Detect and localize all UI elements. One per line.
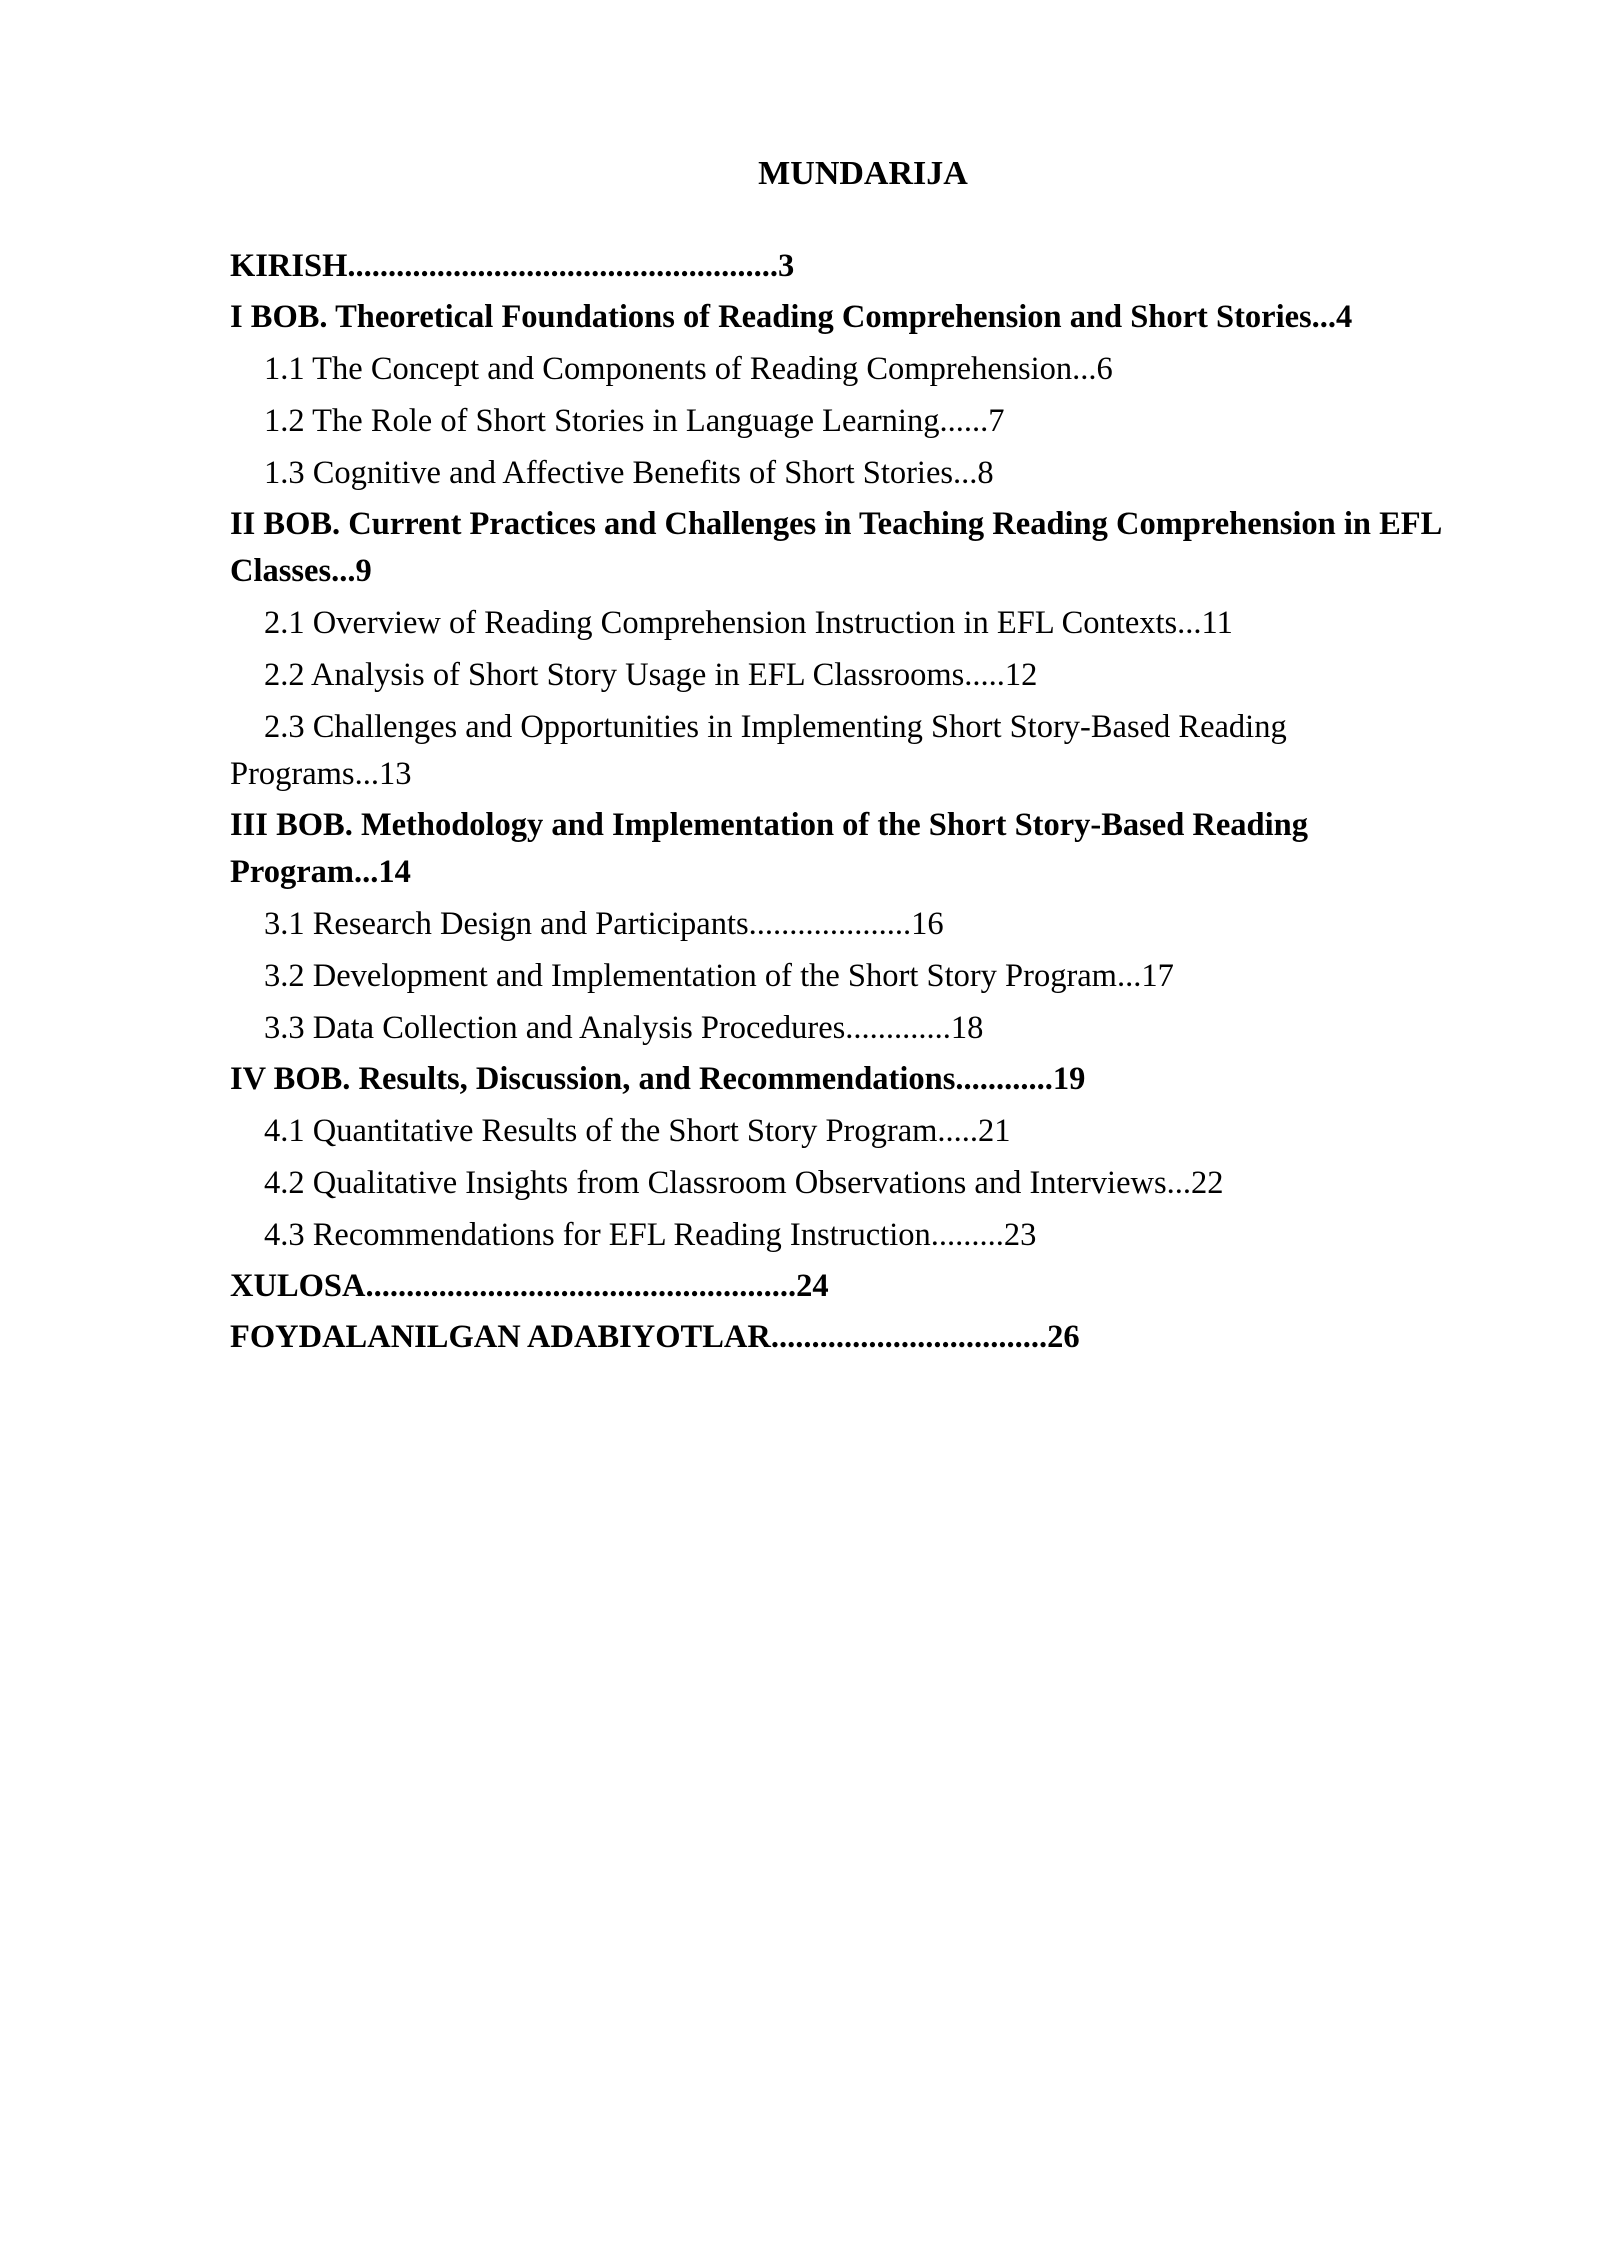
- toc-entry-section-4-2: 4.2 Qualitative Insights from Classroom Observations and Interviews...22: [264, 1165, 1224, 1201]
- table-of-contents: [230, 243, 1470, 1361]
- toc-entry-section-1-1: 1.1 The Concept and Components of Reading Comprehension...6: [264, 351, 1113, 387]
- toc-entry-xulosa: XULOSA.....................................................24: [230, 1268, 829, 1304]
- toc-entry-chapter-3: III BOB. Methodology and Implementation of the Short Story-Based Reading Program...14: [230, 807, 1308, 890]
- toc-entry-section-1-2: 1.2 The Role of Short Stories in Language Learning......7: [264, 403, 1005, 439]
- toc-entry-chapter-4: IV BOB. Results, Discussion, and Recommendations............19: [230, 1061, 1086, 1097]
- toc-entry-section-4-3: 4.3 Recommendations for EFL Reading Instruction.........23: [264, 1217, 1037, 1253]
- toc-entry-references: FOYDALANILGAN ADABIYOTLAR..................................26: [230, 1319, 1080, 1355]
- toc-entry-section-2-2: 2.2 Analysis of Short Story Usage in EFL Classrooms.....12: [264, 657, 1038, 693]
- toc-entry-section-2-3: 2.3 Challenges and Opportunities in Implementing Short Story-Based Reading Programs...13: [230, 709, 1287, 792]
- toc-entry-chapter-2: II BOB. Current Practices and Challenges in Teaching Reading Comprehension in EFL Classes...9: [230, 506, 1441, 589]
- page-title: MUNDARIJA: [758, 155, 968, 192]
- toc-entry-section-2-1: 2.1 Overview of Reading Comprehension Instruction in EFL Contexts...11: [264, 605, 1233, 641]
- toc-entry-kirish: KIRISH.....................................................3: [230, 248, 795, 284]
- toc-entry-section-4-1: 4.1 Quantitative Results of the Short Story Program.....21: [264, 1113, 1011, 1149]
- toc-entry-section-3-2: 3.2 Development and Implementation of the Short Story Program...17: [264, 958, 1174, 994]
- toc-entry-chapter-1: I BOB. Theoretical Foundations of Reading Comprehension and Short Stories...4: [230, 299, 1353, 335]
- toc-entry-section-1-3: 1.3 Cognitive and Affective Benefits of Short Stories...8: [264, 455, 994, 491]
- toc-entry-section-3-3: 3.3 Data Collection and Analysis Procedures.............18: [264, 1010, 984, 1046]
- toc-entry-section-3-1: 3.1 Research Design and Participants....................16: [264, 906, 944, 942]
